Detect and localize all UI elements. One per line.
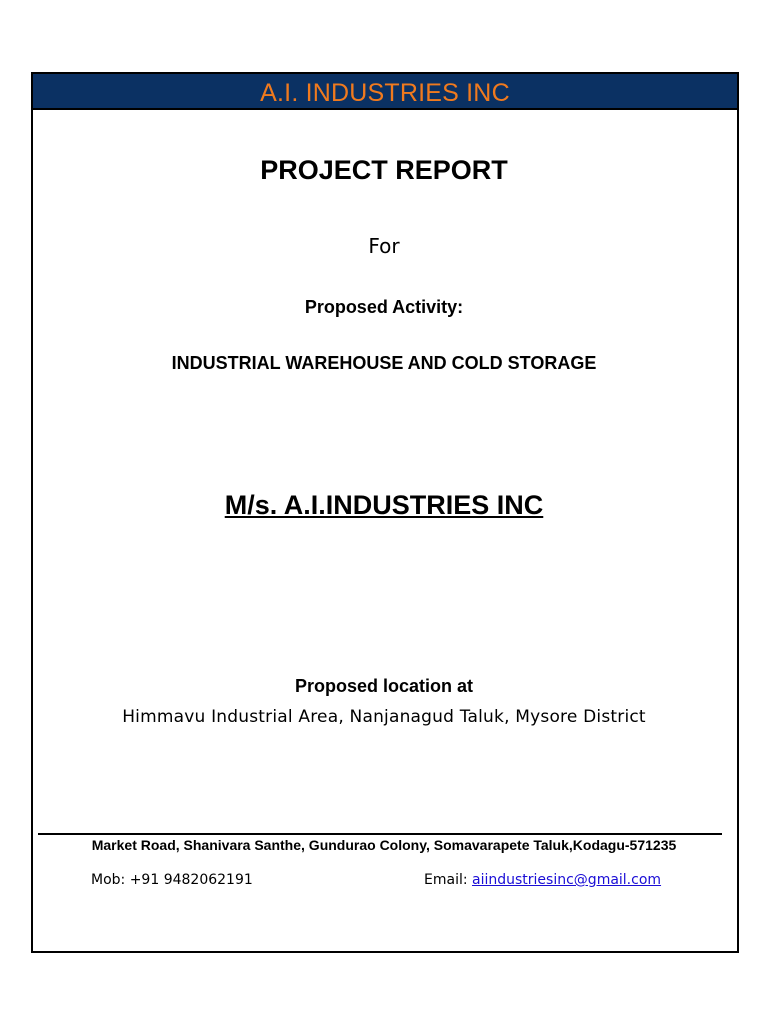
email-label: Email: — [424, 872, 473, 888]
for-label: For — [368, 234, 400, 258]
footer-divider — [38, 833, 722, 835]
company-banner — [33, 74, 737, 110]
mobile-number: +91 9482062191 — [129, 872, 253, 888]
proposed-location: Himmavu Industrial Area, Nanjanagud Taluk, Mysore District — [122, 707, 646, 727]
email-link[interactable]: aiindustriesinc@gmail.com — [472, 872, 662, 888]
mobile-label: Mob: — [91, 872, 130, 888]
report-title: PROJECT REPORT — [260, 155, 508, 185]
footer-address: Market Road, Shanivara Santhe, Gundurao Colony, Somavarapete Taluk,Kodagu-571235 — [91, 837, 677, 853]
proposed-activity-label: Proposed Activity: — [304, 297, 464, 317]
banner-title: A.I. INDUSTRIES INC — [260, 79, 510, 107]
proposed-activity: INDUSTRIAL WAREHOUSE AND COLD STORAGE — [171, 353, 597, 373]
proposed-location-label: Proposed location at — [294, 676, 474, 696]
email-contact — [424, 872, 661, 888]
firm-name: M/s. A.I.INDUSTRIES INC — [224, 490, 544, 520]
mobile-contact — [91, 872, 253, 888]
